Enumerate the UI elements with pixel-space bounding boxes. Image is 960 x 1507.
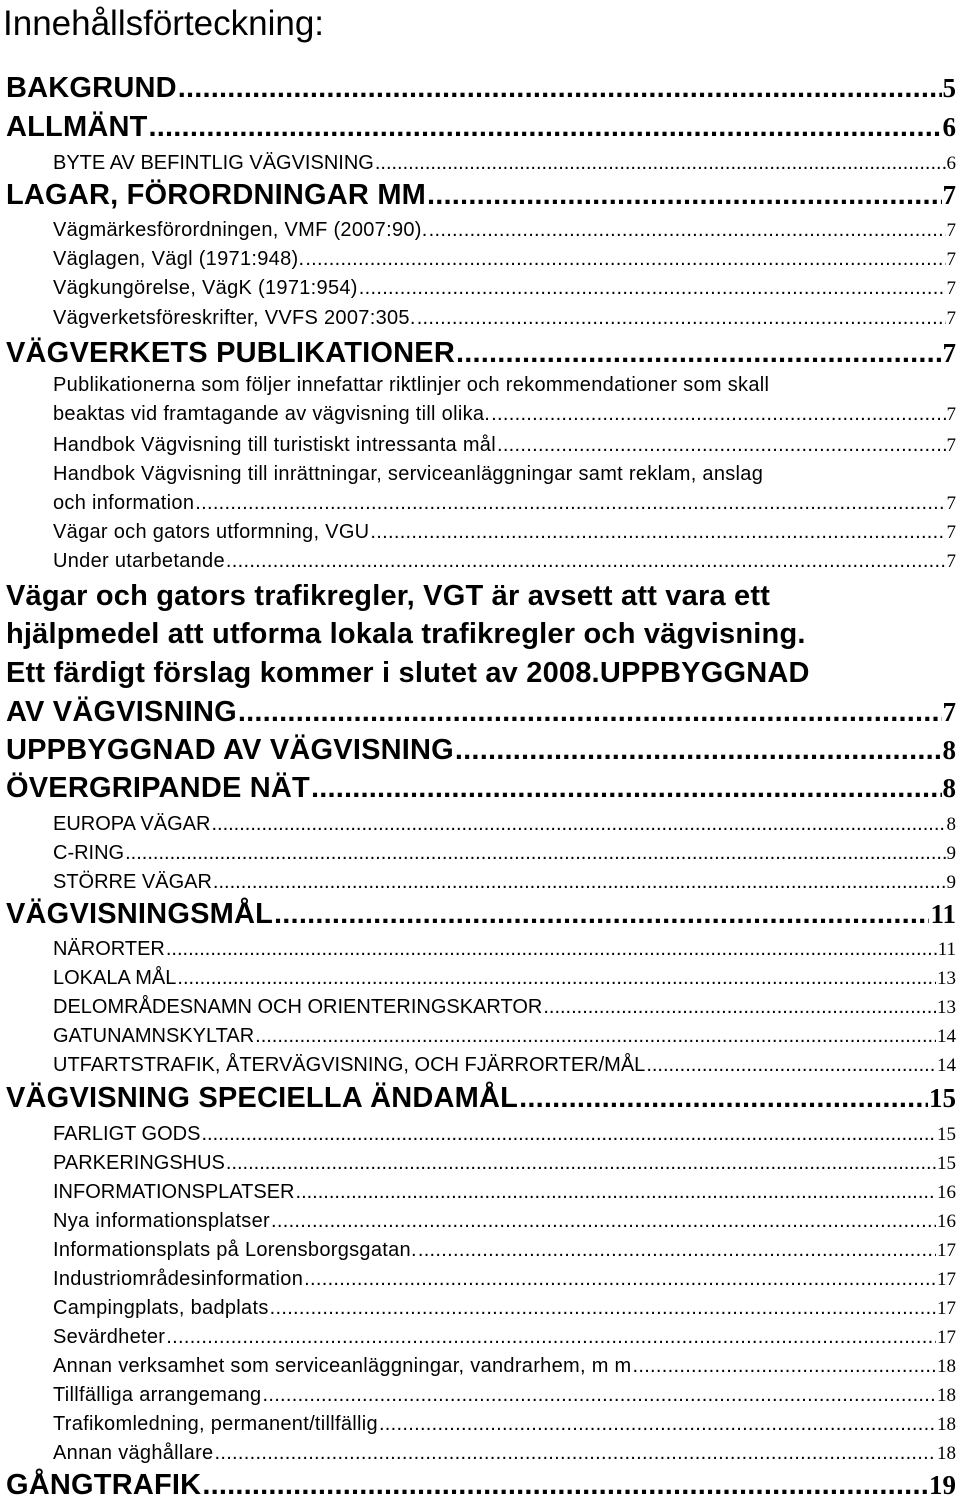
toc-entry-title: Tillfälliga arrangemang xyxy=(53,1384,262,1406)
toc-entry[interactable] xyxy=(6,898,956,931)
toc-entry-title: AV VÄGVISNING xyxy=(6,696,237,728)
toc-leader xyxy=(125,842,945,865)
toc-entry[interactable] xyxy=(53,521,956,544)
toc-entry[interactable] xyxy=(53,1054,956,1077)
toc-entry[interactable] xyxy=(6,1469,956,1502)
toc-page-number: 7 xyxy=(946,220,956,241)
toc-entry-title: EUROPA VÄGAR xyxy=(53,813,211,835)
toc-page-number: 11 xyxy=(937,939,956,960)
toc-page-number: 15 xyxy=(937,1153,956,1174)
toc-leader xyxy=(379,1413,936,1436)
toc-entry[interactable] xyxy=(53,967,956,990)
toc-page-number: 17 xyxy=(937,1327,956,1348)
toc-entry-title: Annan verksamhet som serviceanläggningar, vandrarhem, m m xyxy=(53,1355,632,1377)
toc-page-number: 14 xyxy=(937,1026,956,1047)
toc-entry[interactable] xyxy=(53,1268,956,1291)
toc-page-number: 8 xyxy=(942,735,956,765)
toc-page-number: 7 xyxy=(946,493,956,514)
toc-leader xyxy=(213,871,946,894)
toc-entry[interactable] xyxy=(53,1210,956,1233)
toc-leader xyxy=(271,1210,936,1233)
toc-entry[interactable] xyxy=(6,179,956,212)
toc-page-number: 8 xyxy=(946,814,956,835)
toc-page-number: 18 xyxy=(937,1385,956,1406)
toc-page-number: 7 xyxy=(946,404,956,425)
toc-entry[interactable] xyxy=(53,277,956,300)
toc-page-number: 6 xyxy=(942,112,956,142)
toc-leader xyxy=(178,72,942,105)
toc-entry-title: beaktas vid framtagande av vägvisning till olika. xyxy=(53,403,491,425)
toc-entry[interactable] xyxy=(6,772,956,805)
toc-entry-title: INFORMATIONSPLATSER xyxy=(53,1181,295,1203)
toc-entry-title: Vägmärkesförordningen, VMF (2007:90). xyxy=(53,219,428,241)
toc-entry-title: Nya informationsplatser xyxy=(53,1210,270,1232)
toc-page-number: 7 xyxy=(946,249,956,270)
toc-page-number: 7 xyxy=(946,308,956,329)
toc-entry-title: Väglagen, Vägl (1971:948). xyxy=(53,248,305,270)
toc-entry-title: PARKERINGSHUS xyxy=(53,1152,225,1174)
toc-page-number: 15 xyxy=(937,1124,956,1145)
toc-page-number: 7 xyxy=(942,338,956,368)
toc-entry-title: Handbok Vägvisning till turistiskt intressanta mål xyxy=(53,434,496,456)
toc-page-number: 17 xyxy=(937,1240,956,1261)
toc-entry-title: VÄGVISNINGSMÅL xyxy=(6,898,274,930)
toc-entry-title: ÖVERGRIPANDE NÄT xyxy=(6,772,310,804)
toc-entry-title: Informationsplats på Lorensborgsgatan. xyxy=(53,1239,417,1261)
toc-entry[interactable] xyxy=(53,550,956,573)
toc-entry-title: GÅNGTRAFIK xyxy=(6,1469,202,1501)
toc-entry-title: LOKALA MÅL xyxy=(53,967,177,989)
toc-page-number: 6 xyxy=(946,153,956,174)
toc-leader xyxy=(418,1239,936,1262)
toc-entry[interactable] xyxy=(53,1326,956,1349)
toc-page-number: 11 xyxy=(930,899,956,929)
toc-page-number: 17 xyxy=(937,1269,956,1290)
toc-page-number: 16 xyxy=(937,1182,956,1203)
toc-entry[interactable] xyxy=(53,492,956,515)
toc-leader xyxy=(429,219,946,242)
toc-page-number: 19 xyxy=(929,1470,956,1500)
toc-entry-title: Vägar och gators utformning, VGU xyxy=(53,521,370,543)
toc-entry-title: LAGAR, FÖRORDNINGAR MM xyxy=(6,179,427,211)
toc-page-number: 15 xyxy=(929,1083,956,1113)
toc-entry[interactable] xyxy=(53,1355,956,1378)
toc-entry-title-line: hjälpmedel att utforma lokala trafikregler och vägvisning. xyxy=(6,618,806,650)
toc-entry[interactable] xyxy=(6,696,956,729)
toc-entry[interactable] xyxy=(53,938,956,961)
toc-entry[interactable] xyxy=(53,1413,956,1436)
toc-leader xyxy=(456,337,942,370)
toc-leader xyxy=(632,1355,936,1378)
toc-entry-title: VÄGVISNING SPECIELLA ÄNDAMÅL xyxy=(6,1082,519,1114)
toc-entry-title: Vägkungörelse, VägK (1971:954) xyxy=(53,277,358,299)
toc-leader xyxy=(274,898,929,931)
toc-leader xyxy=(304,1268,936,1291)
toc-entry[interactable] xyxy=(53,1025,956,1048)
toc-page-number: 7 xyxy=(942,697,956,727)
toc-page-number: 13 xyxy=(937,968,956,989)
toc-entry-title: BYTE AV BEFINTLIG VÄGVISNING xyxy=(53,152,374,174)
toc-entry-title: Under utarbetande xyxy=(53,550,225,572)
toc-entry[interactable] xyxy=(53,434,956,457)
toc-leader xyxy=(646,1054,936,1077)
toc-entry[interactable] xyxy=(53,1297,956,1320)
toc-page-number: 17 xyxy=(937,1298,956,1319)
toc-entry[interactable] xyxy=(53,1384,956,1407)
toc-leader xyxy=(226,550,946,573)
toc-page-number: 7 xyxy=(946,435,956,456)
toc-leader xyxy=(195,492,945,515)
toc-entry[interactable] xyxy=(53,996,956,1019)
toc-leader xyxy=(305,248,945,271)
toc-entry[interactable] xyxy=(53,307,956,330)
toc-leader xyxy=(262,1384,936,1407)
toc-entry-title: DELOMRÅDESNAMN OCH ORIENTERINGSKARTOR xyxy=(53,996,543,1018)
toc-leader xyxy=(270,1297,936,1320)
toc-leader xyxy=(296,1181,936,1204)
toc-leader xyxy=(255,1025,936,1048)
toc-entry[interactable] xyxy=(53,219,956,242)
toc-leader xyxy=(311,772,942,805)
toc-leader xyxy=(214,1442,936,1465)
toc-entry[interactable] xyxy=(6,111,956,144)
toc-leader xyxy=(455,734,942,767)
toc-leader xyxy=(177,967,936,990)
toc-leader xyxy=(211,813,945,836)
toc-entry-title: Sevärdheter xyxy=(53,1326,166,1348)
toc-entry-title-line: Ett färdigt förslag kommer i slutet av 2008.UPPBYGGNAD xyxy=(6,657,810,689)
toc-leader xyxy=(201,1123,936,1146)
toc-leader xyxy=(491,403,945,426)
toc-entry[interactable] xyxy=(53,1239,956,1262)
toc-page-number: 9 xyxy=(946,872,956,893)
toc-entry-title: och information xyxy=(53,492,195,514)
toc-entry-title: VÄGVERKETS PUBLIKATIONER xyxy=(6,337,455,369)
toc-entry[interactable] xyxy=(6,1082,956,1115)
toc-page-number: 7 xyxy=(946,522,956,543)
toc-page-number: 18 xyxy=(937,1356,956,1377)
toc-entry[interactable] xyxy=(53,1181,956,1204)
toc-page-number: 7 xyxy=(942,180,956,210)
toc-entry[interactable] xyxy=(53,1123,956,1146)
toc-page-number: 13 xyxy=(937,997,956,1018)
toc-entry-title: Trafikomledning, permanent/tillfällig xyxy=(53,1413,378,1435)
toc-page-number: 7 xyxy=(946,551,956,572)
toc-leader xyxy=(149,111,942,144)
toc-leader xyxy=(519,1082,928,1115)
toc-entry-title: C-RING xyxy=(53,842,125,864)
toc-entry-title: Vägverketsföreskrifter, VVFS 2007:305. xyxy=(53,307,416,329)
toc-entry[interactable] xyxy=(53,842,956,865)
toc-entry-title: UTFARTSTRAFIK, ÅTERVÄGVISNING, OCH FJÄRRORTER/MÅL xyxy=(53,1054,646,1076)
toc-page-number: 18 xyxy=(937,1443,956,1464)
toc-entry-title: Industriområdesinformation xyxy=(53,1268,304,1290)
toc-leader xyxy=(427,179,941,212)
toc-entry[interactable] xyxy=(53,1152,956,1175)
toc-entry-title: Campingplats, badplats xyxy=(53,1297,269,1319)
toc-entry-title: ALLMÄNT xyxy=(6,111,148,143)
toc-leader xyxy=(359,277,946,300)
toc-entry[interactable] xyxy=(53,152,956,175)
toc-leader xyxy=(166,938,937,961)
toc-entry[interactable] xyxy=(6,72,956,105)
toc-leader xyxy=(543,996,936,1019)
toc-entry-title-line: Handbok Vägvisning till inrättningar, serviceanläggningar samt reklam, anslag xyxy=(53,463,764,485)
toc-entry-title: UPPBYGGNAD AV VÄGVISNING xyxy=(6,734,454,766)
toc-entry[interactable] xyxy=(53,813,956,836)
toc-entry[interactable] xyxy=(6,337,956,370)
toc-entry-title: STÖRRE VÄGAR xyxy=(53,871,212,893)
toc-page-number: 9 xyxy=(946,843,956,864)
toc-page-number: 8 xyxy=(942,773,956,803)
toc-page-number: 14 xyxy=(937,1055,956,1076)
toc-entry[interactable] xyxy=(53,248,956,271)
toc-entry[interactable] xyxy=(53,1442,956,1465)
toc-leader xyxy=(202,1469,928,1502)
toc-entry-title-line: Publikationerna som följer innefattar riktlinjer och rekommendationer som skall xyxy=(53,374,770,396)
toc-entry[interactable] xyxy=(53,403,956,426)
toc-entry-title: FARLIGT GODS xyxy=(53,1123,201,1145)
toc-entry[interactable] xyxy=(53,871,956,894)
toc-leader xyxy=(370,521,945,544)
toc-leader xyxy=(226,1152,936,1175)
toc-leader xyxy=(497,434,946,457)
toc-page-number: 7 xyxy=(946,278,956,299)
toc-page-number: 5 xyxy=(942,73,956,103)
toc-entry[interactable] xyxy=(6,734,956,767)
toc-leader xyxy=(417,307,946,330)
toc-entry-title-line: Vägar och gators trafikregler, VGT är avsett att vara ett xyxy=(6,580,771,612)
toc-entry-title: GATUNAMNSKYLTAR xyxy=(53,1025,255,1047)
toc-entry-title: Annan väghållare xyxy=(53,1442,214,1464)
toc-entry-title: BAKGRUND xyxy=(6,72,177,104)
toc-leader xyxy=(166,1326,936,1349)
page-title: Innehållsförteckning: xyxy=(3,4,325,43)
toc-leader xyxy=(238,696,942,729)
toc-leader xyxy=(375,152,946,175)
toc-page-number: 16 xyxy=(937,1211,956,1232)
toc-entry-title: NÄRORTER xyxy=(53,938,165,960)
toc-page-number: 18 xyxy=(937,1414,956,1435)
